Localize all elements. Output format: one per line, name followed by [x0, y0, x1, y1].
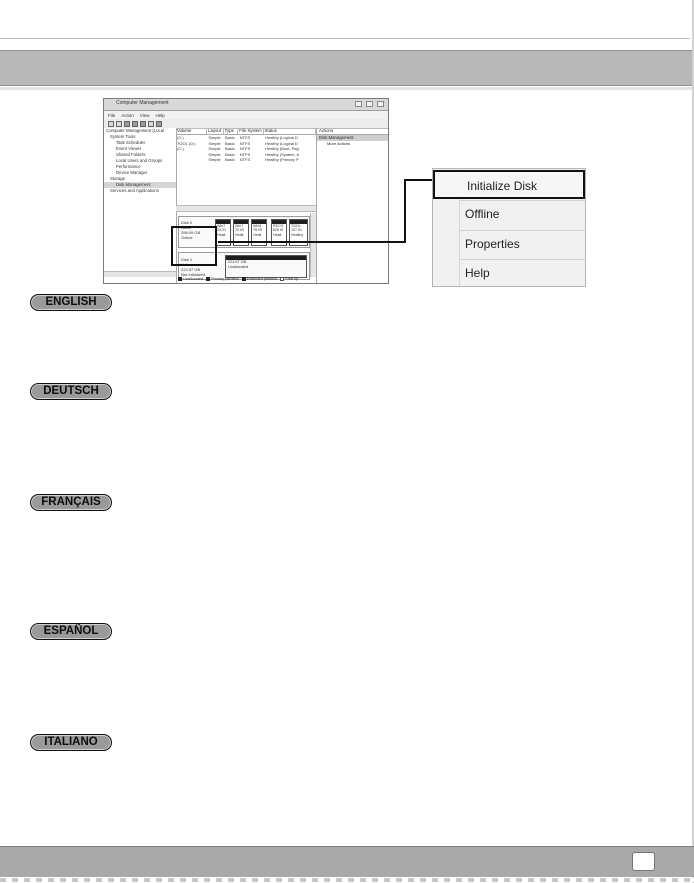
up-icon[interactable] [124, 121, 130, 127]
table-cell: Simple [208, 146, 221, 152]
view-icon[interactable] [156, 121, 162, 127]
back-icon[interactable] [108, 121, 114, 127]
table-cell: Basic [224, 151, 235, 157]
header-band [0, 50, 694, 86]
connector-line [404, 179, 406, 243]
tree-item[interactable]: Storage [110, 176, 126, 181]
column-header[interactable]: Status [264, 128, 316, 134]
menu-file[interactable]: File [108, 112, 116, 118]
column-header[interactable]: Volume [176, 128, 207, 134]
table-cell: Healthy (Logical D [265, 140, 298, 146]
tree-item[interactable]: Local Users and Groups [116, 158, 163, 163]
menu-action[interactable]: Action [121, 112, 134, 118]
disk-1-label: Disk 1 Unknown 223.57 GB Not Initialized [181, 257, 206, 277]
table-cell: NTFS [239, 151, 251, 157]
menu-item-initialize-disk[interactable]: Initialize Disk [433, 170, 585, 199]
legend-item: Unallocated [178, 277, 203, 281]
disk-1-highlight-box [171, 226, 217, 266]
connector-line [404, 179, 434, 181]
actions-pane [316, 128, 388, 283]
legend-item: Free sp [280, 277, 298, 281]
partition-label: Win7 70.00 Healt [235, 224, 244, 237]
tree-item[interactable]: Task Scheduler [116, 140, 146, 145]
actions-header: Actions [317, 128, 388, 135]
top-rule [0, 38, 690, 39]
actions-section[interactable]: Disk Management [317, 135, 388, 141]
partition-label: Win8 78.00 Healt [253, 224, 262, 237]
language-label-english: ENGLISH [30, 294, 112, 311]
legend-item: Extended partition [242, 277, 278, 281]
properties-icon[interactable] [132, 121, 138, 127]
table-cell [176, 157, 207, 163]
menu-help[interactable]: Help [155, 112, 165, 118]
table-cell: NTFS [239, 157, 251, 163]
table-cell: Basic [224, 157, 235, 163]
footer-edge [0, 878, 694, 882]
language-label-italiano: ITALIANO [30, 734, 112, 751]
tree-item[interactable]: Computer Management (Local [106, 128, 165, 133]
table-cell: Simple [208, 140, 221, 146]
disk-legend [176, 275, 388, 282]
partition-label: RECO 826 M Healt [273, 224, 284, 237]
partition-label: Win7 20.01 Healt [217, 224, 226, 237]
refresh-icon[interactable] [148, 121, 154, 127]
computer-management-screenshot [103, 98, 389, 284]
navigation-tree [104, 128, 177, 283]
menu-item-offline[interactable]: Offline [465, 207, 500, 221]
legend-item: Primary partition [206, 277, 239, 281]
table-scrollbar[interactable] [176, 205, 316, 212]
language-label-deutsch: DEUTSCH [30, 383, 112, 400]
tree-item[interactable]: System Tools [110, 134, 136, 139]
help-icon[interactable] [140, 121, 146, 127]
close-icon[interactable] [377, 101, 384, 107]
table-cell: NTFS [239, 140, 251, 146]
volume-table-header [176, 128, 316, 135]
tree-item[interactable]: Performance [116, 164, 141, 169]
table-cell: Healthy (Primary P [265, 157, 299, 163]
table-cell: (C:) [177, 135, 184, 140]
more-actions-link[interactable]: More Actions [327, 141, 351, 146]
tree-scrollbar[interactable] [104, 271, 176, 277]
table-row[interactable] [176, 157, 316, 163]
table-cell: Simple [208, 135, 221, 140]
tree-item[interactable]: Shared Folders [116, 152, 146, 157]
table-cell: Healthy (System, A [265, 151, 300, 157]
menu-item-properties[interactable]: Properties [465, 237, 520, 251]
unallocated-label: 223.57 GB Unallocated [228, 260, 249, 269]
table-cell: (C:) [177, 146, 184, 152]
menu-bar [104, 111, 388, 119]
window-title-bar [104, 99, 388, 111]
table-cell: Healthy (Logical D [265, 135, 298, 140]
table-cell: TOOL (D:) [177, 140, 196, 146]
forward-icon[interactable] [116, 121, 122, 127]
table-cell: Basic [224, 146, 235, 152]
disk-0-label: Disk 0 Basic 298.09 GB Online [181, 220, 201, 240]
column-header[interactable]: Type [224, 128, 239, 134]
column-header[interactable]: Layout [207, 128, 224, 134]
context-menu [432, 168, 586, 287]
window-title: Computer Management [116, 100, 169, 106]
language-label-espanol: ESPAÑOL [30, 623, 112, 640]
page-number-box [632, 852, 655, 871]
menu-item-help[interactable]: Help [465, 266, 490, 280]
maximize-icon[interactable] [366, 101, 373, 107]
minimize-icon[interactable] [355, 101, 362, 107]
table-cell: NTFS [239, 146, 251, 152]
table-cell: Healthy (Boot, Pag [265, 146, 299, 152]
table-cell: NTFS [239, 135, 251, 140]
tree-item[interactable]: Event Viewer [116, 146, 142, 151]
connector-line [218, 241, 406, 243]
table-cell: Simple [208, 157, 221, 163]
table-cell: Simple [208, 151, 221, 157]
tree-item[interactable]: Device Manager [116, 170, 148, 175]
header-shadow [0, 87, 694, 90]
tree-item-disk-management[interactable]: Disk Management [104, 182, 176, 188]
language-label-francais: FRANÇAIS [30, 494, 112, 511]
menu-view[interactable]: View [139, 112, 150, 118]
column-header[interactable]: File System [239, 128, 262, 133]
table-cell: Basic [224, 135, 235, 140]
table-cell: Basic [224, 140, 235, 146]
tree-item[interactable]: Services and Applications [110, 188, 159, 193]
footer-band [0, 846, 694, 877]
partition-label: TOOL 107.91 Healthy [291, 224, 304, 237]
